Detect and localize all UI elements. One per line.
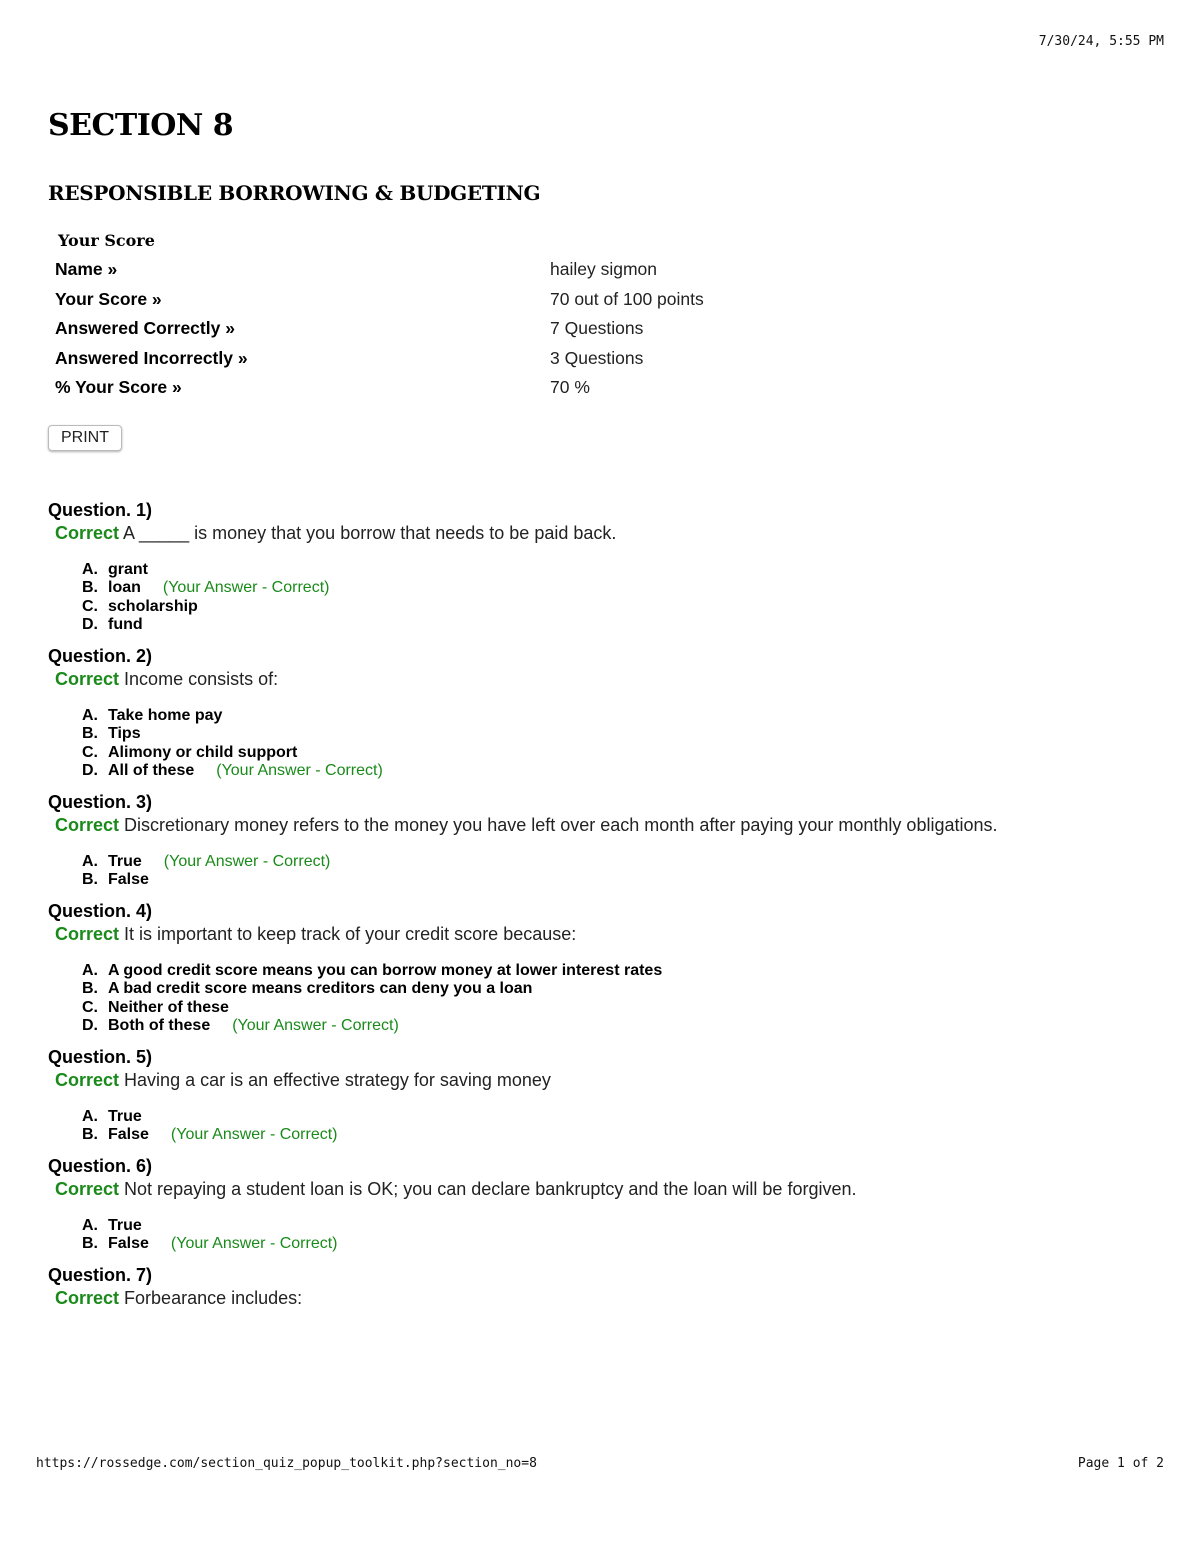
print-button[interactable]: PRINT bbox=[48, 425, 122, 451]
question-line bbox=[55, 922, 1158, 946]
question-item bbox=[48, 791, 1158, 890]
score-row bbox=[48, 373, 1158, 403]
score-row bbox=[48, 285, 1158, 315]
answer-list bbox=[82, 561, 1158, 635]
answer-letter: A. bbox=[82, 1107, 98, 1125]
answer-letter: B. bbox=[82, 1235, 98, 1252]
question-title: Question. 4) bbox=[48, 900, 153, 921]
answer-letter: B. bbox=[82, 1126, 98, 1143]
score-value: 7 Questions bbox=[550, 318, 644, 338]
answer-option bbox=[82, 980, 1158, 999]
print-footer-url: https://rossedge.com/section_quiz_popup_toolkit.php?section_no=8 bbox=[36, 1456, 537, 1471]
question-status: Correct bbox=[55, 668, 120, 689]
answer-option bbox=[82, 999, 1158, 1018]
answer-letter: A. bbox=[82, 852, 98, 870]
question-status: Correct bbox=[55, 814, 120, 835]
question-item bbox=[48, 1155, 1158, 1254]
answer-text: Neither of these bbox=[108, 998, 229, 1016]
your-answer-note: (Your Answer - Correct) bbox=[170, 1126, 338, 1143]
answer-option bbox=[82, 1217, 1158, 1236]
question-title: Question. 5) bbox=[48, 1046, 153, 1067]
answer-list bbox=[82, 962, 1158, 1036]
answer-text: Tips bbox=[108, 725, 141, 742]
answer-option bbox=[82, 1235, 1158, 1254]
answer-option bbox=[82, 561, 1158, 580]
answer-list bbox=[82, 1217, 1158, 1254]
answer-letter: C. bbox=[82, 998, 98, 1016]
answer-letter: D. bbox=[82, 1017, 98, 1034]
score-row bbox=[48, 314, 1158, 344]
answer-option bbox=[82, 616, 1158, 635]
question-text: A _____ is money that you borrow that needs to be paid back. bbox=[123, 522, 617, 543]
answer-option bbox=[82, 853, 1158, 872]
question-item bbox=[48, 1046, 1158, 1145]
score-label: Answered Correctly » bbox=[55, 318, 235, 338]
question-text: Forbearance includes: bbox=[124, 1287, 303, 1308]
answer-text: False bbox=[108, 871, 149, 888]
score-label: Your Score » bbox=[55, 288, 162, 309]
score-label: Name » bbox=[55, 259, 118, 279]
quiz-results-page bbox=[48, 108, 1158, 1320]
answer-text: grant bbox=[108, 560, 148, 578]
score-value: 3 Questions bbox=[550, 347, 644, 368]
answer-option bbox=[82, 871, 1158, 890]
print-footer-page-number: Page 1 of 2 bbox=[1077, 1456, 1164, 1471]
score-label: % Your Score » bbox=[55, 377, 182, 397]
question-title: Question. 6) bbox=[48, 1155, 153, 1176]
question-text: It is important to keep track of your credit score because: bbox=[124, 923, 577, 944]
section-title: SECTION 8 bbox=[48, 108, 234, 143]
your-answer-note: (Your Answer - Correct) bbox=[162, 579, 330, 596]
answer-text: All of these bbox=[108, 762, 195, 779]
answer-letter: A. bbox=[82, 961, 98, 979]
question-title: Question. 3) bbox=[48, 791, 153, 812]
question-status: Correct bbox=[55, 1069, 120, 1090]
question-list bbox=[48, 499, 1158, 1310]
answer-letter: C. bbox=[82, 597, 98, 615]
answer-list bbox=[82, 1108, 1158, 1145]
score-row bbox=[48, 344, 1158, 374]
question-item bbox=[48, 900, 1158, 1036]
question-line bbox=[55, 813, 1158, 837]
section-subtitle: RESPONSIBLE BORROWING & BUDGETING bbox=[48, 181, 541, 205]
answer-option bbox=[82, 1126, 1158, 1145]
answer-letter: D. bbox=[82, 616, 98, 633]
your-answer-note: (Your Answer - Correct) bbox=[163, 852, 331, 870]
answer-letter: B. bbox=[82, 980, 98, 997]
answer-text: Both of these bbox=[108, 1017, 211, 1034]
answer-text: True bbox=[108, 1107, 142, 1125]
question-status: Correct bbox=[55, 522, 120, 543]
answer-text: Take home pay bbox=[108, 706, 223, 724]
question-text: Income consists of: bbox=[124, 668, 279, 689]
answer-letter: B. bbox=[82, 871, 98, 888]
score-label: Answered Incorrectly » bbox=[55, 347, 248, 368]
answer-option bbox=[82, 1017, 1158, 1036]
score-value: 70 out of 100 points bbox=[550, 288, 704, 309]
answer-text: A good credit score means you can borrow money at lower interest rates bbox=[108, 961, 663, 979]
answer-option bbox=[82, 707, 1158, 726]
answer-text: loan bbox=[108, 579, 141, 596]
question-text: Having a car is an effective strategy for saving money bbox=[124, 1069, 551, 1090]
question-line bbox=[55, 667, 1158, 691]
score-heading: Your Score bbox=[58, 231, 155, 250]
answer-option bbox=[82, 1108, 1158, 1127]
answer-letter: C. bbox=[82, 743, 98, 761]
score-value: hailey sigmon bbox=[550, 259, 657, 279]
answer-letter: D. bbox=[82, 762, 98, 779]
answer-option bbox=[82, 598, 1158, 617]
question-text: Discretionary money refers to the money you have left over each month after paying your monthly obligations. bbox=[124, 814, 998, 835]
answer-text: True bbox=[108, 852, 142, 870]
answer-text: True bbox=[108, 1216, 142, 1234]
question-title: Question. 1) bbox=[48, 499, 153, 520]
question-line bbox=[55, 521, 1158, 545]
print-header-datetime: 7/30/24, 5:55 PM bbox=[1038, 34, 1164, 49]
your-answer-note: (Your Answer - Correct) bbox=[170, 1235, 338, 1252]
your-answer-note: (Your Answer - Correct) bbox=[232, 1017, 399, 1034]
answer-letter: B. bbox=[82, 725, 98, 742]
answer-text: scholarship bbox=[108, 597, 198, 615]
answer-option bbox=[82, 962, 1158, 981]
answer-letter: A. bbox=[82, 560, 98, 578]
question-title: Question. 7) bbox=[48, 1264, 153, 1285]
answer-option bbox=[82, 762, 1158, 781]
score-row bbox=[48, 255, 1158, 285]
score-value: 70 % bbox=[550, 377, 590, 397]
your-answer-note: (Your Answer - Correct) bbox=[216, 762, 383, 779]
answer-option bbox=[82, 725, 1158, 744]
question-item bbox=[48, 499, 1158, 635]
answer-text: Alimony or child support bbox=[108, 743, 298, 761]
question-item bbox=[48, 1264, 1158, 1310]
question-status: Correct bbox=[55, 1287, 120, 1308]
question-status: Correct bbox=[55, 1178, 120, 1199]
question-status: Correct bbox=[55, 923, 120, 944]
answer-list bbox=[82, 707, 1158, 781]
answer-letter: A. bbox=[82, 1216, 98, 1234]
answer-text: False bbox=[108, 1126, 149, 1143]
question-line bbox=[55, 1177, 1158, 1201]
answer-text: A bad credit score means creditors can deny you a loan bbox=[108, 980, 533, 997]
question-title: Question. 2) bbox=[48, 645, 153, 666]
answer-text: fund bbox=[108, 616, 143, 633]
question-line bbox=[55, 1068, 1158, 1092]
answer-letter: B. bbox=[82, 579, 98, 596]
score-summary bbox=[48, 227, 1158, 403]
question-line bbox=[55, 1286, 1158, 1310]
answer-letter: A. bbox=[82, 706, 98, 724]
answer-list bbox=[82, 853, 1158, 890]
answer-text: False bbox=[108, 1235, 149, 1252]
answer-option bbox=[82, 579, 1158, 598]
answer-option bbox=[82, 744, 1158, 763]
question-text: Not repaying a student loan is OK; you can declare bankruptcy and the loan will be forgiven. bbox=[124, 1178, 857, 1199]
score-rows bbox=[48, 255, 1158, 403]
question-item bbox=[48, 645, 1158, 781]
